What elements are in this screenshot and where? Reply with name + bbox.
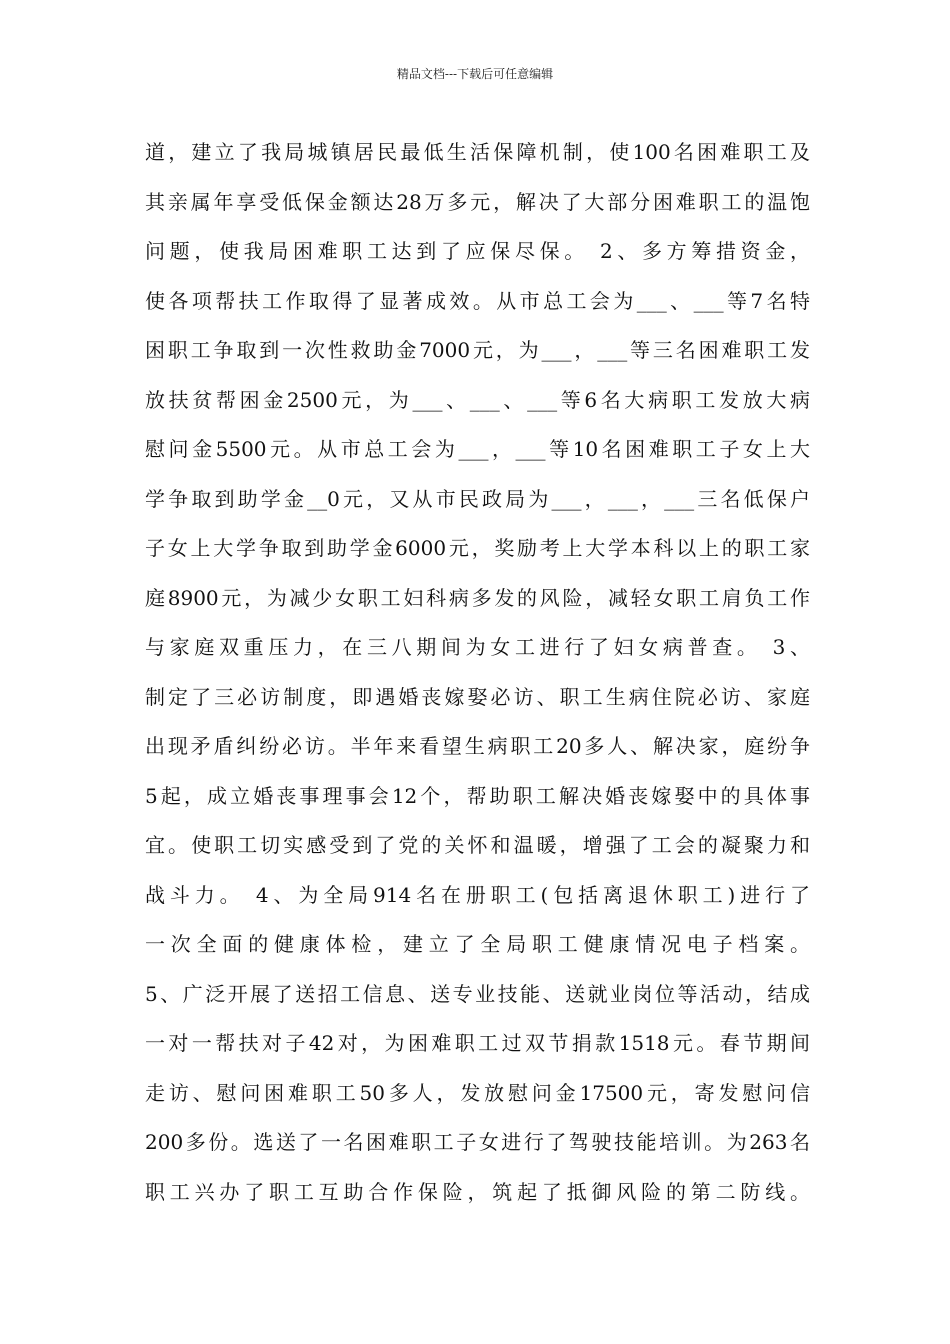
text-line: 使各项帮扶工作取得了显著成效。从市总工会为___、___等7名特 xyxy=(145,288,810,313)
text-line: 与家庭双重压力，在三八期间为女工进行了妇女病普查。 3、 xyxy=(145,635,810,659)
text-line: 学争取到助学金__0元，又从市民政局为___，___，___三名低保户 xyxy=(145,486,810,511)
text-line: 宜。使职工切实感受到了党的关怀和温暖，增强了工会的凝聚力和 xyxy=(145,833,810,857)
text-line: 一次全面的健康体检，建立了全局职工健康情况电子档案。 xyxy=(145,932,810,956)
text-line: 制定了三必访制度，即遇婚丧嫁娶必访、职工生病住院必访、家庭 xyxy=(145,684,810,709)
text-line: 慰问金5500元。从市总工会为___，___等10名困难职工子女上大 xyxy=(145,437,810,461)
text-line: 200多份。选送了一名困难职工子女进行了驾驶技能培训。为263名 xyxy=(145,1130,810,1154)
document-body xyxy=(145,128,810,1217)
text-line: 问题，使我局困难职工达到了应保尽保。 2、多方筹措资金， xyxy=(145,239,810,263)
text-line: 职工兴办了职工互助合作保险，筑起了抵御风险的第二防线。 xyxy=(145,1179,810,1204)
text-line: 其亲属年享受低保金额达28万多元，解决了大部分困难职工的温饱 xyxy=(145,189,810,214)
text-line: 战斗力。 4、为全局914名在册职工(包括离退休职工)进行了 xyxy=(145,882,810,907)
text-line: 庭8900元，为减少女职工妇科病多发的风险，减轻女职工肩负工作 xyxy=(145,585,810,610)
text-line: 一对一帮扶对子42对，为困难职工过双节捐款1518元。春节期间 xyxy=(145,1031,810,1055)
text-line: 5、广泛开展了送招工信息、送专业技能、送就业岗位等活动，结成 xyxy=(145,981,810,1006)
text-line: 道，建立了我局城镇居民最低生活保障机制，使100名困难职工及 xyxy=(145,140,810,164)
text-line: 放扶贫帮困金2500元，为___、___、___等6名大病职工发放大病 xyxy=(145,387,810,412)
text-line: 出现矛盾纠纷必访。半年来看望生病职工20多人、解决家，庭纷争 xyxy=(145,734,810,758)
text-line: 困职工争取到一次性救助金7000元，为___，___等三名困难职工发 xyxy=(145,338,810,362)
text-line: 走访、慰问困难职工50多人，发放慰问金17500元，寄发慰问信 xyxy=(145,1080,810,1105)
text-line: 子女上大学争取到助学金6000元，奖励考上大学本科以上的职工家 xyxy=(145,536,810,560)
page-header: 精品文档---下载后可任意编辑 xyxy=(396,67,554,81)
text-line: 5起，成立婚丧事理事会12个，帮助职工解决婚丧嫁娶中的具体事 xyxy=(145,783,810,808)
